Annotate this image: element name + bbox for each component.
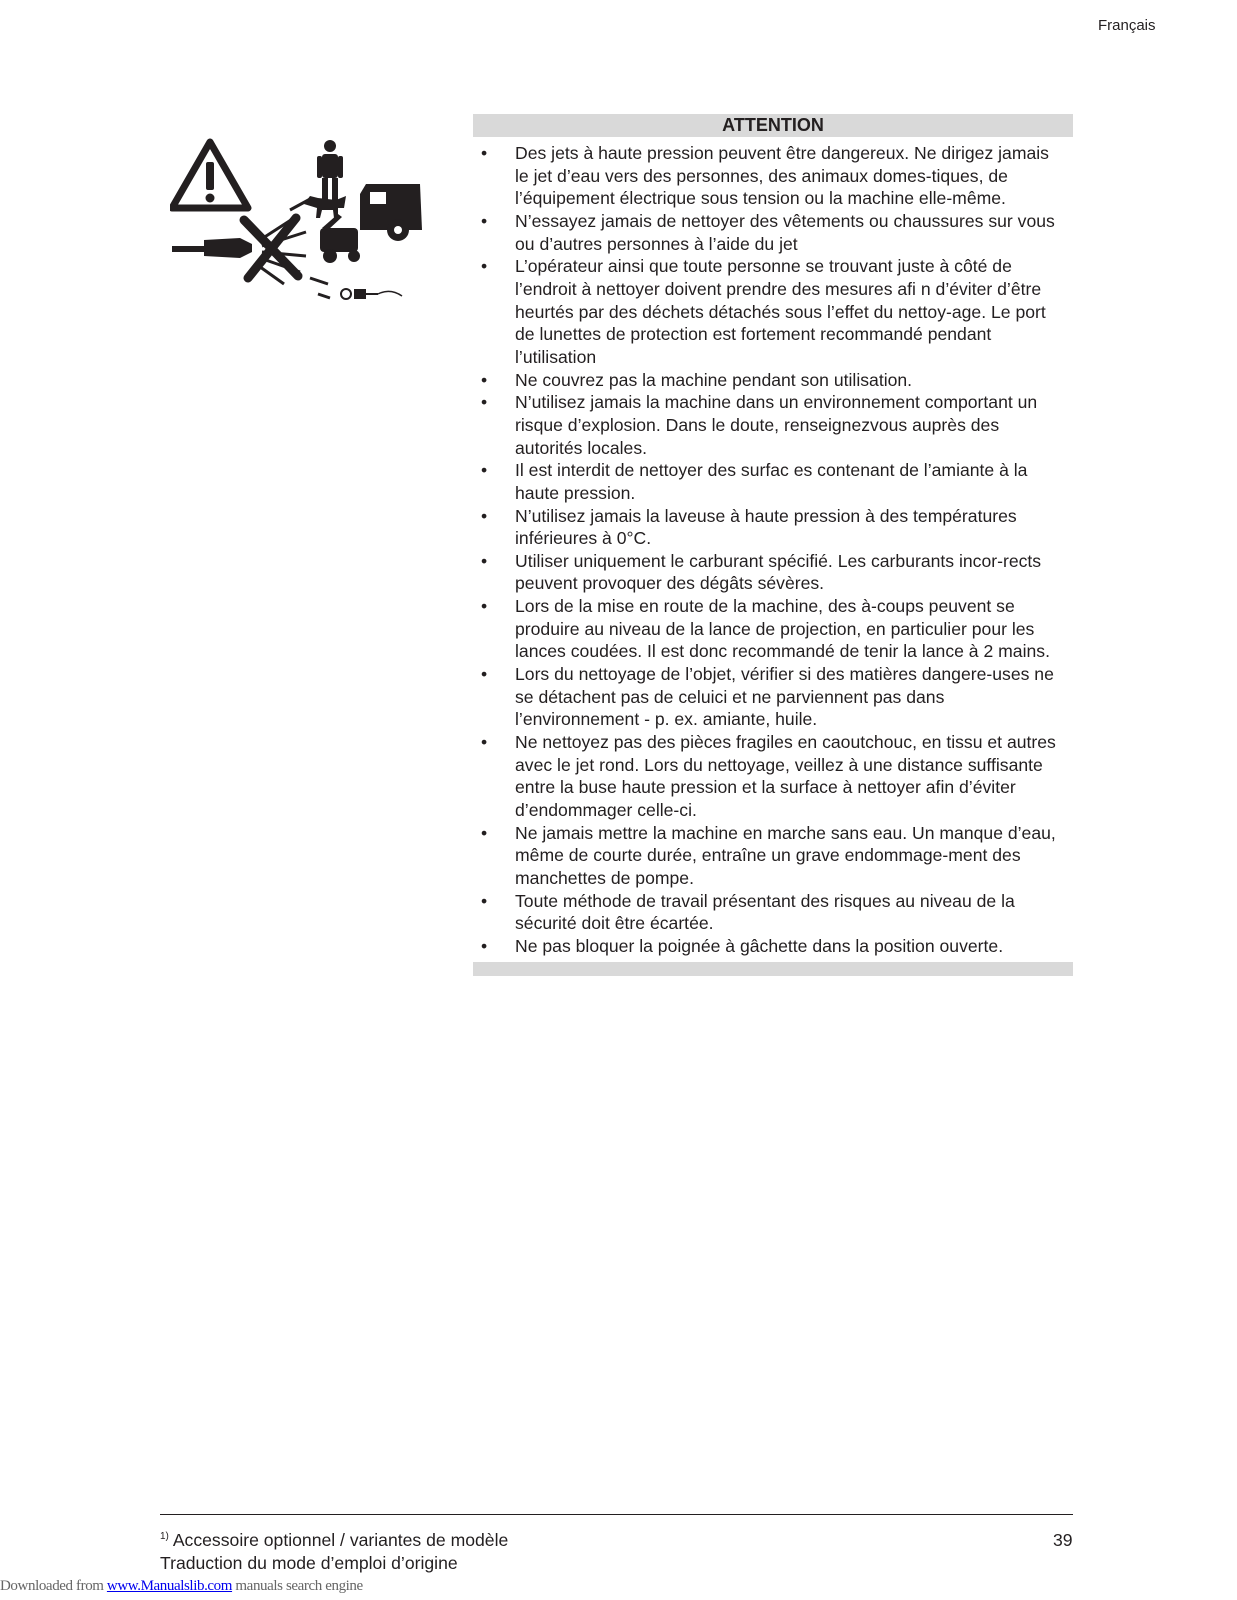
list-item-text: Ne pas bloquer la poignée à gâchette dans la position ouverte. <box>515 935 1004 956</box>
list-item <box>473 459 1073 504</box>
bullet: • <box>481 890 488 911</box>
bullet: • <box>481 550 488 571</box>
list-item-text: L’opérateur ainsi que toute personne se trouvant juste à côté de l’endroit à nettoyer doivent prendre des mesures afi n d’éviter d’être heurtés par des déchets détachés sous l’effet du nettoy-age. Le port de lunettes de protection est fortement recommandé pendant l’utilisation <box>515 256 1046 367</box>
list-item-text: Lors du nettoyage de l’objet, vérifier si des matières dangere-uses ne se détachent pas de celuici et ne parviennent pas dans l’environnement - p. ex. amiante, huile. <box>515 664 1054 730</box>
bullet: • <box>481 935 488 956</box>
person-icon <box>317 140 343 202</box>
high-pressure-warning-pictogram <box>170 138 432 308</box>
spray-lance-icon <box>172 198 330 298</box>
list-item <box>473 142 1073 210</box>
bullet: • <box>481 596 488 617</box>
notice-title: ATTENTION <box>473 114 1073 137</box>
electrical-plug-icon <box>341 289 402 299</box>
footer-divider <box>160 1514 1073 1515</box>
list-item-text: Des jets à haute pression peuvent être dangereux. Ne dirigez jamais le jet d’eau vers des personnes, des animaux domes-tiques, de l’équipement électrique sous tension ou la machine elle-même. <box>515 143 1049 209</box>
list-item-text: N’utilisez jamais la laveuse à haute pression à des températures inférieures à 0°C. <box>515 505 1017 549</box>
list-item <box>473 663 1073 731</box>
page-number: 39 <box>1053 1530 1073 1550</box>
list-item <box>473 890 1073 935</box>
prohibition-cross-icon <box>244 218 298 278</box>
bullet: • <box>481 256 488 277</box>
list-item-text: Lors de la mise en route de la machine, des à-coups peuvent se produire au niveau de la lance de projection, en particulier pour les lances coudées. Il est donc recommandé de tenir la lance à 2 mains. <box>515 596 1050 662</box>
bullet: • <box>481 505 488 526</box>
footnote-text: Accessoire optionnel / variantes de modèle <box>168 1530 509 1550</box>
list-item-text: Ne nettoyez pas des pièces fragiles en caoutchouc, en tissu et autres avec le jet rond. Lors du nettoyage, veillez à une distance suffisante entre la buse haute pression et la surface à nettoyer afin d’éviter d’endommager celle-ci. <box>515 732 1056 821</box>
list-item <box>473 369 1073 392</box>
list-item-text: Utiliser uniquement le carburant spécifié. Les carburants incor-rects peuvent provoquer des dégâts sévères. <box>515 550 1042 594</box>
watermark-suffix: manuals search engine <box>232 1578 363 1594</box>
list-item <box>473 391 1073 459</box>
list-item-text: N’utilisez jamais la machine dans un environnement comportant un risque d’explosion. Dans le doute, renseignezvous auprès des autorités locales. <box>515 392 1038 458</box>
list-item <box>473 550 1073 595</box>
vehicle-icon <box>360 184 422 241</box>
bullet: • <box>481 392 488 413</box>
footnote-marker: 1) <box>160 1531 169 1542</box>
list-item <box>473 731 1073 822</box>
warning-triangle-icon <box>172 142 248 208</box>
list-item <box>473 595 1073 663</box>
list-item-text: Il est interdit de nettoyer des surfac es contenant de l’amiante à la haute pression. <box>515 460 1028 503</box>
list-item-text: Ne jamais mettre la machine en marche sans eau. Un manque d’eau, même de courte durée, entraîne un grave endommage-ment des manchettes de pompe. <box>515 822 1056 888</box>
bullet: • <box>481 460 488 481</box>
notice-list <box>473 142 1073 958</box>
footnote <box>160 1530 508 1551</box>
list-item-text: N’essayez jamais de nettoyer des vêtements ou chaussures sur vous ou d’autres personnes à l’aide du jet <box>515 210 1055 254</box>
list-item <box>473 210 1073 255</box>
manualslib-link[interactable]: www.Manualslib.com <box>106 1578 233 1594</box>
watermark-prefix: Downloaded from <box>0 1578 107 1594</box>
list-item-text: Toute méthode de travail présentant des risques au niveau de la sécurité doit être écartée. <box>515 890 1015 934</box>
attention-notice <box>473 114 1073 976</box>
list-item <box>473 255 1073 368</box>
bullet: • <box>481 210 488 231</box>
bullet: • <box>481 822 488 843</box>
pressure-washer-icon <box>320 214 360 263</box>
list-item <box>473 935 1073 958</box>
list-item-text: Ne couvrez pas la machine pendant son utilisation. <box>515 369 913 390</box>
list-item <box>473 822 1073 890</box>
notice-footer-bar <box>473 962 1073 976</box>
bullet: • <box>481 664 488 685</box>
list-item <box>473 505 1073 550</box>
translation-note: Traduction du mode d’emploi d’origine <box>160 1553 458 1573</box>
language-label: Français <box>1098 17 1156 34</box>
download-watermark <box>0 1578 363 1595</box>
bullet: • <box>481 369 488 390</box>
bullet: • <box>481 732 488 753</box>
bullet: • <box>481 143 488 163</box>
